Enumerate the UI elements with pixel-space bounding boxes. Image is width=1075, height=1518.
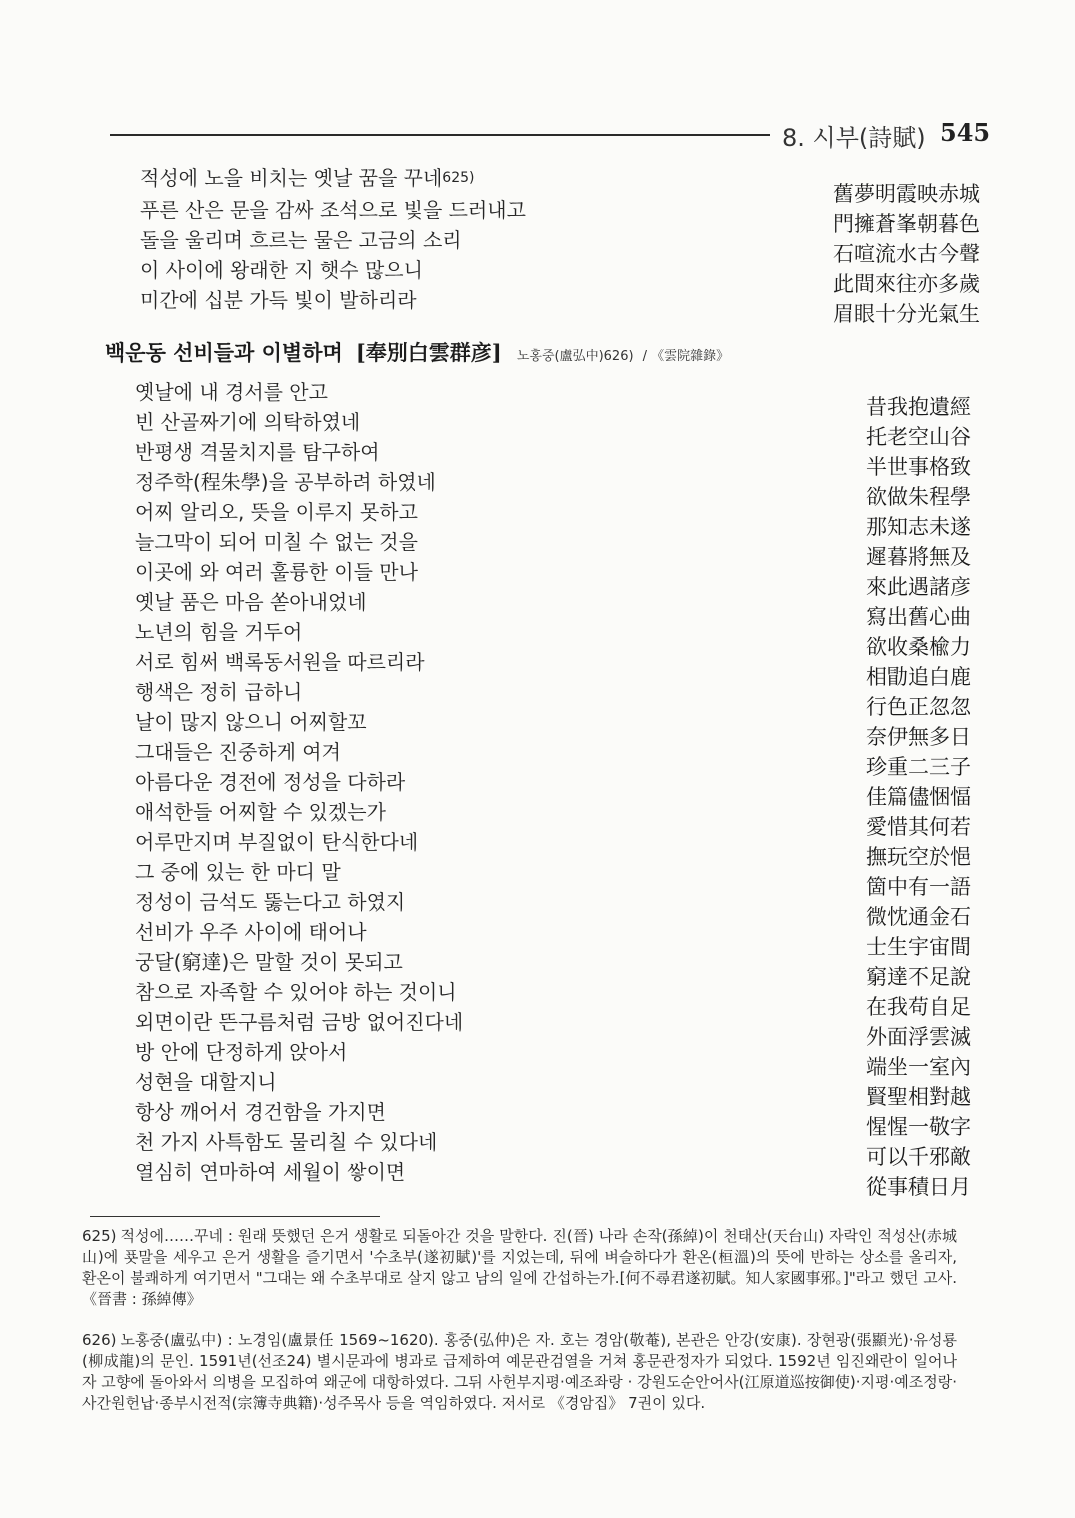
- footnote-626: [82, 1330, 957, 1414]
- poem-2-korean-line: 정성이 금석도 뚫는다고 하였지: [135, 890, 406, 914]
- poem-2-korean-line: 애석한들 어찌할 수 있겠는가: [135, 800, 386, 824]
- poem-2-hanja-line: 端坐一室內: [866, 1055, 971, 1079]
- poem-1-korean-line: 미간에 십분 가득 빛이 발하리라: [140, 288, 417, 312]
- poem-2-korean-line: 행색은 정히 급하니: [135, 680, 303, 704]
- poem-2-korean-line: 그대들은 진중하게 여겨: [135, 740, 341, 764]
- poem-2-korean-line: 외면이란 뜬구름처럼 금방 없어진다네: [135, 1010, 464, 1034]
- poem-2-hanja-line: 在我苟自足: [866, 995, 971, 1019]
- footnote-text: 적성에……꾸네 : 원래 뜻했던 은거 생활로 되돌아간 것을 말한다. 진(晉) 나라 손작(孫綽)이 천태산(天台山) 자락인 적성산(赤城山)에 푯말을 세우고 은거 생활을 즐기면서 '수초부(遂初賦)'를 지었는데, 뒤에 벼슬하다가 환온(桓溫)의 뜻에 반하는 상소를 올리자, 환온이 불쾌하게 여기면서 "그대는 왜 수초부대로 살지 않고 남의 일에 간섭하는가.[何不尋君遂初賦。知人家國事邪。]"라고 했던 고사. 《晉書 : 孫綽傳》: [82, 1227, 957, 1308]
- poem-2-hanja-line: 昔我抱遺經: [866, 395, 971, 419]
- poem-2-hanja-line: 珍重二三子: [866, 755, 971, 779]
- page-number: 545: [940, 118, 991, 147]
- poem-2-hanja-line: 托老空山谷: [866, 425, 971, 449]
- poem-2-korean-line: 어찌 알리오, 뜻을 이루지 못하고: [135, 500, 418, 524]
- poem-2-hanja-line: 遲暮將無及: [866, 545, 971, 569]
- poem-2-hanja-line: 半世事格致: [866, 455, 971, 479]
- poem-2-korean-line: 서로 힘써 백록동서원을 따르리라: [135, 650, 425, 674]
- footnote-divider: [90, 1216, 380, 1217]
- section-title: 8. 시부(詩賦): [782, 124, 926, 152]
- poem-2-korean-line: 궁달(窮達)은 말할 것이 못되고: [135, 950, 403, 974]
- poem-2-hanja-line: 窮達不足說: [866, 965, 971, 989]
- poem-1-hanja-line: 此間來往亦多歲: [833, 272, 980, 296]
- poem-2-hanja-line: 欲做朱程學: [866, 485, 971, 509]
- poem-2-hanja-line: 欲收桑楡力: [866, 635, 971, 659]
- poem-2-korean-line: 어루만지며 부질없이 탄식한다네: [135, 830, 419, 854]
- poem-2-title-hanja: [奉別白雲群彦]: [355, 340, 502, 365]
- poem-2-hanja-line: 奈伊無多日: [866, 725, 971, 749]
- running-header: [0, 118, 1075, 152]
- poem-2-hanja-line: 惺惺一敬字: [866, 1115, 971, 1139]
- poem-2-korean-line: 이곳에 와 여러 훌륭한 이들 만나: [135, 560, 418, 584]
- poem-2-author: 노홍중(盧弘中)626): [516, 349, 634, 364]
- poem-1-hanja-line: 石喧流水古今聲: [833, 242, 980, 266]
- poem-2-korean-line: 방 안에 단정하게 앉아서: [135, 1040, 348, 1064]
- poem-2-korean-line: 노년의 힘을 거두어: [135, 620, 303, 644]
- poem-2-korean-line: 옛날 품은 마음 쏟아내었네: [135, 590, 367, 614]
- poem-2-source: / 《雲院雜錄》: [642, 349, 730, 364]
- poem-2-korean-line: 성현을 대할지니: [135, 1070, 277, 1094]
- poem-2-hanja-line: 微忱通金石: [866, 905, 971, 929]
- poem-1-korean-line: 푸른 산은 문을 감싸 조석으로 빛을 드러내고: [140, 198, 526, 222]
- header-rule: [110, 134, 770, 136]
- poem-2-korean-line: 늘그막이 되어 미칠 수 없는 것을: [135, 530, 418, 554]
- poem-2-hanja-line: 相勖追白鹿: [866, 665, 971, 689]
- footnote-number: 625): [82, 1227, 117, 1245]
- poem-2-korean-line: 참으로 자족할 수 있어야 하는 것이니: [135, 980, 457, 1004]
- poem-2-korean-line: 빈 산골짜기에 의탁하였네: [135, 410, 361, 434]
- poem-2-korean-line: 날이 많지 않으니 어찌할꼬: [135, 710, 367, 734]
- poem-2-korean-line: 천 가지 사특함도 물리칠 수 있다네: [135, 1130, 438, 1154]
- poem-2-hanja-line: 外面浮雲滅: [866, 1025, 971, 1049]
- poem-2-hanja-line: 行色正忽忽: [866, 695, 971, 719]
- poem-2-korean-line: 정주학(程朱學)을 공부하려 하였네: [135, 470, 436, 494]
- poem-2-korean-line: 반평생 격물치지를 탐구하여: [135, 440, 380, 464]
- poem-2-hanja-line: 士生宇宙間: [866, 935, 971, 959]
- poem-2-heading: [105, 337, 729, 367]
- poem-2-hanja-line: 愛惜其何若: [866, 815, 971, 839]
- poem-2-hanja-line: 從事積日月: [866, 1175, 971, 1199]
- poem-1-korean-line: 적성에 노을 비치는 옛날 꿈을 꾸네$^{625)}$: [140, 166, 475, 190]
- poem-2-korean-line: 선비가 우주 사이에 태어나: [135, 920, 367, 944]
- footnote-number: 626): [82, 1331, 117, 1349]
- poem-1-korean-line: 돌을 울리며 흐르는 물은 고금의 소리: [140, 228, 462, 252]
- poem-2-hanja-line: 寫出舊心曲: [866, 605, 971, 629]
- poem-2-korean-line: 아름다운 경전에 정성을 다하라: [135, 770, 406, 794]
- footnote-text: 노홍중(盧弘中) : 노경임(盧景任 1569~1620). 홍중(弘仲)은 자. 호는 경암(敬菴), 본관은 안강(安康). 장현광(張顯光)·유성룡(柳成龍)의 문인. 1591년(선조24) 별시문과에 병과로 급제하여 예문관검열을 거쳐 홍문관정자가 되었다. 1592년 임진왜란이 일어나자 고향에 돌아와서 의병을 모집하여 왜군에 대항하였다. 그뒤 사헌부지평·예조좌랑 · 강원도순안어사(江原道巡按御使)·지평·예조정랑·사간원헌납·종부시전적(宗簿寺典籍)·성주목사 등을 역임하였다. 저서로 《경암집》 7권이 있다.: [82, 1331, 957, 1412]
- footnote-ref-625[interactable]: 625): [442, 170, 475, 186]
- poem-2-korean-line: 그 중에 있는 한 마디 말: [135, 860, 341, 884]
- poem-2-korean-line: 항상 깨어서 경건함을 가지면: [135, 1100, 386, 1124]
- poem-2-hanja-line: 佳篇儘悃愊: [866, 785, 971, 809]
- poem-2-korean-line: 옛날에 내 경서를 안고: [135, 380, 328, 404]
- poem-2-hanja-line: 那知志未遂: [866, 515, 971, 539]
- poem-1-hanja-line: 門擁蒼峯朝暮色: [833, 212, 980, 236]
- poem-2-hanja-line: 撫玩空於悒: [866, 845, 971, 869]
- poem-1-korean-line: 이 사이에 왕래한 지 햇수 많으니: [140, 258, 423, 282]
- poem-1-hanja-line: 舊夢明霞映赤城: [833, 182, 980, 206]
- poem-2-korean-line: 열심히 연마하여 세월이 쌓이면: [135, 1160, 406, 1184]
- poem-2-hanja-line: 可以千邪敵: [866, 1145, 971, 1169]
- poem-2-title: 백운동 선비들과 이별하며: [105, 341, 343, 365]
- footnote-625: [82, 1226, 957, 1310]
- poem-2-hanja-line: 賢聖相對越: [866, 1085, 971, 1109]
- poem-2-hanja-line: 箇中有一語: [866, 875, 971, 899]
- poem-2-hanja-line: 來此遇諸彦: [866, 575, 971, 599]
- poem-1-hanja-line: 眉眼十分光氣生: [833, 302, 980, 326]
